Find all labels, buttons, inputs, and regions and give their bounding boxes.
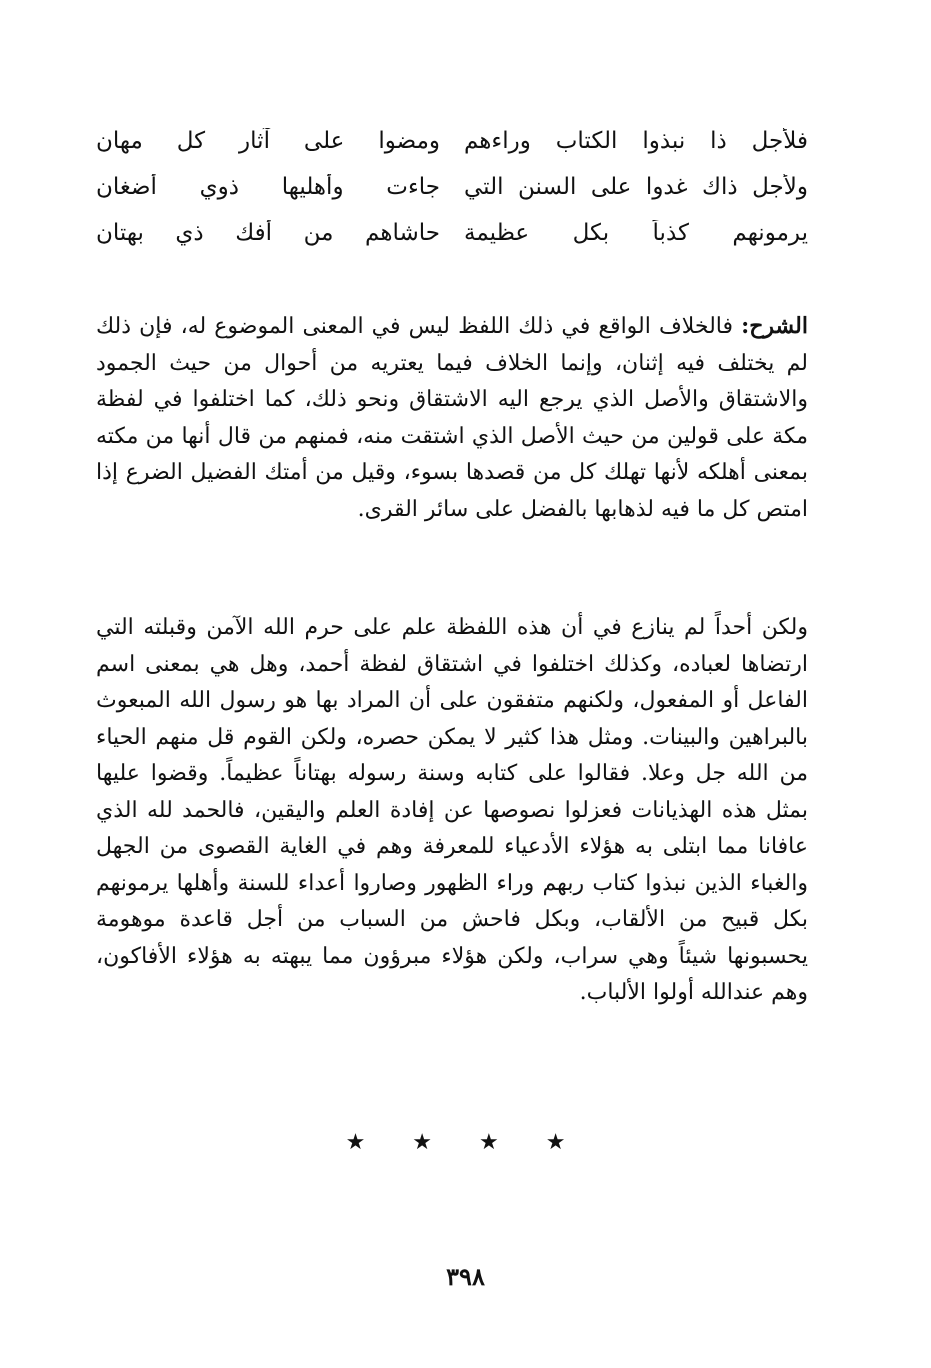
verse-3-second-hemistich: حاشاهم من أفك ذي بهتان <box>96 220 440 246</box>
commentary-text: فالخلاف الواقع في ذلك اللفظ ليس في المعنى الموضوع له، فإن ذلك لم يختلف فيه إثنان، وإنما الخلاف فيما يعتريه من أحوال من حيث الجمود والاشتقاق والأصل الذي يرجع اليه الاشتقاق ونحو ذلك، كما اختلفوا في لفظة مكة على قولين من حيث الأصل الذي اشتقت منه، فمنهم من قال أنها من مكته بمعنى أهلكه لأنها تهلك كل من قصدها بسوء، وقيل من أمتك الفضيل الضرع إذا امتص كل ما فيه لذهابها بالفضل على سائر القرى. <box>96 314 808 522</box>
verse-1-second-hemistich: ومضوا على آثار كل مهان <box>96 128 440 154</box>
verse-2-second-hemistich: جاءت وأهليها ذوي أضغان <box>96 174 440 200</box>
section-separator-stars: ★ ★ ★ ★ <box>345 1130 586 1155</box>
body-paragraph-2: ولكن أحداً لم ينازع في أن هذه اللفظة علم على حرم الله الآمن وقبلته التي ارتضاها لعباده، وكذلك اختلفوا في اشتقاق لفظة أحمد، وهل هي بمعنى اسم الفاعل أو المفعول، ولكنهم متفقون على أن المراد بها هو رسول الله المبعوث بالبراهين والبينات. ومثل هذا كثير لا يمكن حصره، ولكن القوم قل منهم الحياء من الله جل وعلا. فقالوا على كتابه وسنة رسوله بهتاناً عظيماً. وقضوا عليها بمثل هذه الهذيانات فعزلوا نصوصها عن إفادة العلم واليقين، فالحمد لله الذي عافانا مما ابتلى به هؤلاء الأدعياء للمعرفة وهم في الغاية القصوى من الجهل والغباء الذين نبذوا كتاب ربهم وراء الظهور وصاروا أعداء للسنة وأهلها يرمونهم بكل قبيح من الألقاب، وبكل فاحش من السباب من أجل قاعدة موهومة يحسبونها شيئاً وهي سراب، ولكن هؤلاء مبرؤون مما يبهته به هؤلاء الأفاكون، وهم عندالله أولوا الألباب. <box>96 615 808 1005</box>
poem-verse-1 <box>96 118 808 164</box>
page-number: ٣٩٨ <box>446 1262 485 1291</box>
poem-verse-2 <box>96 164 808 210</box>
verse-1-first-hemistich: فلأجل ذا نبذوا الكتاب وراءهم <box>464 128 808 154</box>
poem-verse-3 <box>96 210 808 256</box>
verse-2-first-hemistich: ولأجل ذاك غدوا على السنن التي <box>464 174 808 200</box>
commentary-label: الشرح: <box>741 313 808 339</box>
verse-3-first-hemistich: يرمونهم كذباً بكل عظيمة <box>464 220 808 246</box>
poem-block <box>96 118 808 256</box>
commentary-paragraph <box>96 308 808 528</box>
